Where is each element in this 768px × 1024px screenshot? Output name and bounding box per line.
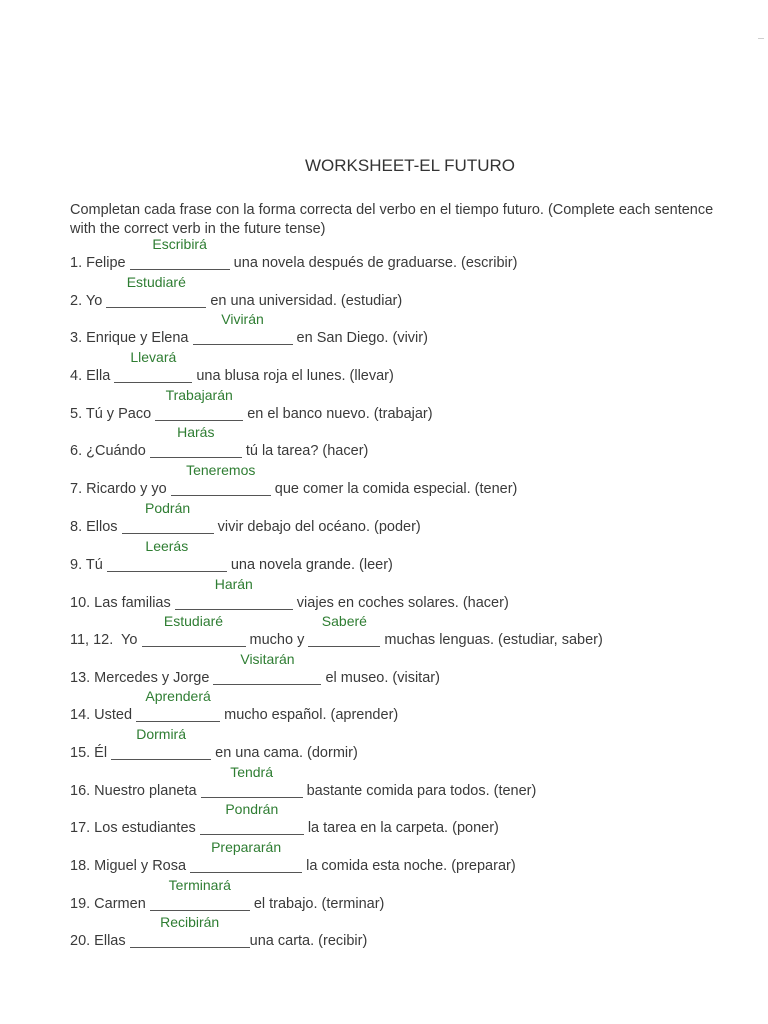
sentence-start: 15. Él <box>70 745 112 761</box>
sentence-start: 5. Tú y Paco <box>70 406 156 422</box>
exercise-line <box>70 839 516 874</box>
sentence-end: en una cama. (dormir) <box>211 745 358 761</box>
sentence-start: 17. Los estudiantes <box>70 820 200 836</box>
sentence-start: 9. Tú <box>70 557 107 573</box>
answer-text: Harán <box>214 576 253 592</box>
answer-blank <box>201 764 303 798</box>
exercise-line <box>70 349 394 384</box>
answer-blank <box>106 274 206 308</box>
exercise-line <box>70 387 433 422</box>
sentence-start: 20. Ellas <box>70 933 130 949</box>
sentence-end: en San Diego. (vivir) <box>292 330 428 346</box>
sentence-end: una blusa roja el lunes. (llevar) <box>192 368 394 384</box>
sentence-start: 3. Enrique y Elena <box>70 330 193 346</box>
answer-blank <box>111 726 211 760</box>
sentence-end: el museo. (visitar) <box>321 670 440 686</box>
sentence-end: la comida esta noche. (preparar) <box>302 858 516 874</box>
answer-blank <box>213 651 321 685</box>
exercise-line <box>70 877 385 912</box>
answer-text: Pondrán <box>225 801 279 817</box>
answer-blank <box>130 914 250 948</box>
answer-blank <box>308 613 380 647</box>
answer-blank <box>107 538 227 572</box>
sentence-start: 8. Ellos <box>70 519 122 535</box>
sentence-end: tú la tarea? (hacer) <box>241 443 369 459</box>
answer-text: Recibirán <box>160 914 220 930</box>
sentence-start: 16. Nuestro planeta <box>70 783 201 799</box>
answer-text: Estudiaré <box>126 274 186 290</box>
exercise-line <box>70 462 518 497</box>
sentence-end: una novela después de graduarse. (escribir) <box>229 255 518 271</box>
page-title: WORKSHEET-EL FUTURO <box>305 156 515 175</box>
sentence-end: que comer la comida especial. (tener) <box>270 481 518 497</box>
answer-text: Prepararán <box>211 839 282 855</box>
answer-blank <box>175 576 293 610</box>
answer-text: Aprenderá <box>145 688 211 704</box>
answer-blank <box>150 424 242 458</box>
exercise-line <box>70 500 421 535</box>
answer-text: Teneremos <box>186 462 256 478</box>
sentence-end: en una universidad. (estudiar) <box>206 293 403 309</box>
sentence-end: bastante comida para todos. (tener) <box>302 783 537 799</box>
answer-blank <box>193 311 293 345</box>
answer-text: Dormirá <box>136 726 186 742</box>
sentence-end: muchas lenguas. (estudiar, saber) <box>380 632 603 648</box>
sentence-start: 11, 12. Yo <box>70 632 142 648</box>
answer-text: Estudiaré <box>163 613 224 629</box>
answer-blank <box>136 688 220 722</box>
answer-blank <box>114 349 192 383</box>
sentence-middle: mucho y <box>245 632 309 648</box>
answer-blank <box>122 500 214 534</box>
answer-text: Visitarán <box>240 651 295 667</box>
sentence-start: 4. Ella <box>70 368 115 384</box>
exercise-line <box>70 688 399 723</box>
exercise-line <box>70 914 368 949</box>
exercise-line <box>70 538 393 573</box>
sentence-end: mucho español. (aprender) <box>220 707 399 723</box>
sentence-end: viajes en coches solares. (hacer) <box>292 595 509 611</box>
sentence-end: la tarea en la carpeta. (poner) <box>303 820 499 836</box>
answer-text: Llevará <box>130 349 177 365</box>
answer-text: Leerás <box>145 538 189 554</box>
sentence-start: 10. Las familias <box>70 595 175 611</box>
sentence-start: 13. Mercedes y Jorge <box>70 670 214 686</box>
sentence-start: 14. Usted <box>70 707 137 723</box>
answer-text: Terminará <box>168 877 231 893</box>
answer-text: Podrán <box>145 500 191 516</box>
answer-text: Vivirán <box>221 311 264 327</box>
sentence-end: vivir debajo del océano. (poder) <box>213 519 421 535</box>
sentence-end: una carta. (recibir) <box>249 933 368 949</box>
sentence-end: en el banco nuevo. (trabajar) <box>243 406 433 422</box>
exercise-line <box>70 576 509 611</box>
answer-text: Tendrá <box>230 764 273 780</box>
sentence-start: 19. Carmen <box>70 896 150 912</box>
answer-text: Escribirá <box>152 236 207 252</box>
answer-blank <box>155 387 243 421</box>
sentence-start: 18. Miguel y Rosa <box>70 858 191 874</box>
sentence-start: 1. Felipe <box>70 255 130 271</box>
sentence-start: 6. ¿Cuándo <box>70 443 150 459</box>
answer-blank <box>142 613 246 647</box>
answer-blank <box>150 877 250 911</box>
exercise-line <box>70 274 403 309</box>
answer-text: Harás <box>177 424 215 440</box>
answer-text: Saberé <box>321 613 367 629</box>
corner-mark <box>758 38 764 39</box>
sentence-end: el trabajo. (terminar) <box>249 896 385 912</box>
sentence-start: 2. Yo <box>70 293 107 309</box>
answer-text: Trabajarán <box>165 387 233 403</box>
exercise-line <box>70 236 518 271</box>
exercise-line <box>70 424 369 459</box>
instructions: Completan cada frase con la forma correcta del verbo en el tiempo futuro. (Complete each sentence with the correct verb in the future tense) <box>70 202 714 237</box>
sentence-end: una novela grande. (leer) <box>226 557 393 573</box>
exercise-line <box>70 651 440 686</box>
sentence-start: 7. Ricardo y yo <box>70 481 171 497</box>
answer-blank <box>190 839 302 873</box>
exercise-line <box>70 613 603 648</box>
answer-blank <box>200 801 304 835</box>
exercise-line <box>70 801 499 836</box>
exercise-line <box>70 764 537 799</box>
exercise-line <box>70 311 428 346</box>
answer-blank <box>171 462 271 496</box>
answer-blank <box>130 236 230 270</box>
exercise-line <box>70 726 358 761</box>
